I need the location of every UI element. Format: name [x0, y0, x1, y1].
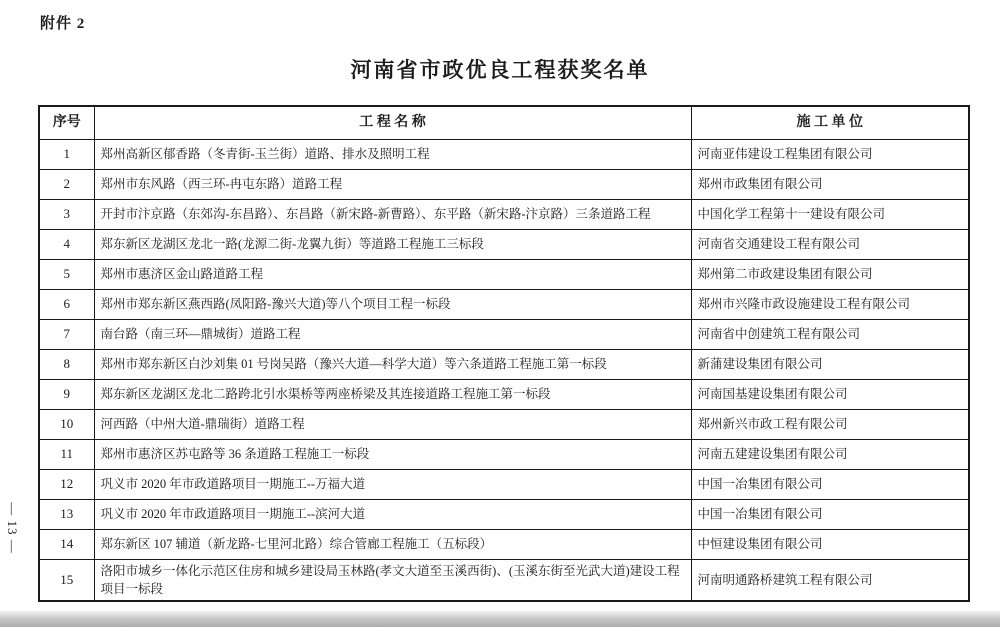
project-name-cell: 郑东新区龙湖区龙北二路跨北引水渠桥等两座桥梁及其连接道路工程施工第一标段: [94, 380, 691, 410]
award-table: [38, 105, 970, 602]
row-number-cell: 14: [39, 530, 94, 560]
table-row: [39, 200, 969, 230]
table-row: [39, 230, 969, 260]
page-title: 河南省市政优良工程获奖名单: [350, 58, 650, 82]
project-name-cell: 郑州市惠济区苏屯路等 36 条道路工程施工一标段: [94, 440, 691, 470]
row-number-cell: 10: [39, 410, 94, 440]
contractor-cell: 河南明通路桥建筑工程有限公司: [691, 560, 969, 602]
contractor-cell: 中国一冶集团有限公司: [691, 470, 969, 500]
contractor-cell: 中国化学工程第十一建设有限公司: [691, 200, 969, 230]
contractor-cell: 河南省交通建设工程有限公司: [691, 230, 969, 260]
table-row: [39, 140, 969, 170]
header-project-name: 工 程 名 称: [94, 106, 691, 140]
contractor-cell: 河南省中创建筑工程有限公司: [691, 320, 969, 350]
header-contractor: 施 工 单 位: [691, 106, 969, 140]
table-row: [39, 260, 969, 290]
project-name-cell: 河西路（中州大道-鼎瑞街）道路工程: [94, 410, 691, 440]
row-number-cell: 15: [39, 560, 94, 602]
table-body: [39, 140, 969, 602]
scan-page-bottom-edge: [0, 611, 1000, 627]
row-number-cell: 2: [39, 170, 94, 200]
contractor-cell: 中恒建设集团有限公司: [691, 530, 969, 560]
table-header: [39, 106, 969, 140]
row-number-cell: 11: [39, 440, 94, 470]
row-number-cell: 13: [39, 500, 94, 530]
project-name-cell: 巩义市 2020 年市政道路项目一期施工--万福大道: [94, 470, 691, 500]
row-number-cell: 1: [39, 140, 94, 170]
table-header-row: [39, 106, 969, 140]
row-number-cell: 4: [39, 230, 94, 260]
project-name-cell: 郑州市东风路（西三环-冉屯东路）道路工程: [94, 170, 691, 200]
table-row: [39, 380, 969, 410]
project-name-cell: 巩义市 2020 年市政道路项目一期施工--滨河大道: [94, 500, 691, 530]
header-no: 序号: [39, 106, 94, 140]
row-number-cell: 9: [39, 380, 94, 410]
row-number-cell: 6: [39, 290, 94, 320]
project-name-cell: 郑州市惠济区金山路道路工程: [94, 260, 691, 290]
table-row: [39, 440, 969, 470]
contractor-cell: 郑州市政集团有限公司: [691, 170, 969, 200]
project-name-cell: 洛阳市城乡一体化示范区住房和城乡建设局玉林路(孝文大道至玉溪西街)、(玉溪东街至光武大道)建设工程项目一标段: [94, 560, 691, 602]
project-name-cell: 郑州高新区郁香路（冬青街-玉兰街）道路、排水及照明工程: [94, 140, 691, 170]
row-number-cell: 8: [39, 350, 94, 380]
row-number-cell: 5: [39, 260, 94, 290]
row-number-cell: 3: [39, 200, 94, 230]
contractor-cell: 河南亚伟建设工程集团有限公司: [691, 140, 969, 170]
project-name-cell: 南台路（南三环—鼎城街）道路工程: [94, 320, 691, 350]
table-row: [39, 500, 969, 530]
contractor-cell: 中国一冶集团有限公司: [691, 500, 969, 530]
table-row: [39, 290, 969, 320]
project-name-cell: 开封市汴京路（东郊沟-东昌路）、东昌路（新宋路-新曹路）、东平路（新宋路-汴京路）三条道路工程: [94, 200, 691, 230]
project-name-cell: 郑州市郑东新区白沙刘集 01 号岗吴路（豫兴大道—科学大道）等六条道路工程施工第一标段: [94, 350, 691, 380]
contractor-cell: 河南国基建设集团有限公司: [691, 380, 969, 410]
contractor-cell: 河南五建建设集团有限公司: [691, 440, 969, 470]
table-row: [39, 350, 969, 380]
table-row: [39, 470, 969, 500]
table-row: [39, 170, 969, 200]
attachment-label: 附件 2: [40, 16, 86, 32]
table-row: [39, 410, 969, 440]
contractor-cell: 郑州新兴市政工程有限公司: [691, 410, 969, 440]
row-number-cell: 7: [39, 320, 94, 350]
project-name-cell: 郑东新区 107 辅道（新龙路-七里河北路）综合管廊工程施工（五标段）: [94, 530, 691, 560]
contractor-cell: 郑州第二市政建设集团有限公司: [691, 260, 969, 290]
page-number: — 13 —: [5, 502, 20, 554]
project-name-cell: 郑州市郑东新区燕西路(凤阳路-豫兴大道)等八个项目工程一标段: [94, 290, 691, 320]
table-row: [39, 320, 969, 350]
contractor-cell: 郑州市兴隆市政设施建设工程有限公司: [691, 290, 969, 320]
row-number-cell: 12: [39, 470, 94, 500]
contractor-cell: 新蒲建设集团有限公司: [691, 350, 969, 380]
table-row: [39, 560, 969, 602]
project-name-cell: 郑东新区龙湖区龙北一路(龙源二街-龙翼九街）等道路工程施工三标段: [94, 230, 691, 260]
table-row: [39, 530, 969, 560]
